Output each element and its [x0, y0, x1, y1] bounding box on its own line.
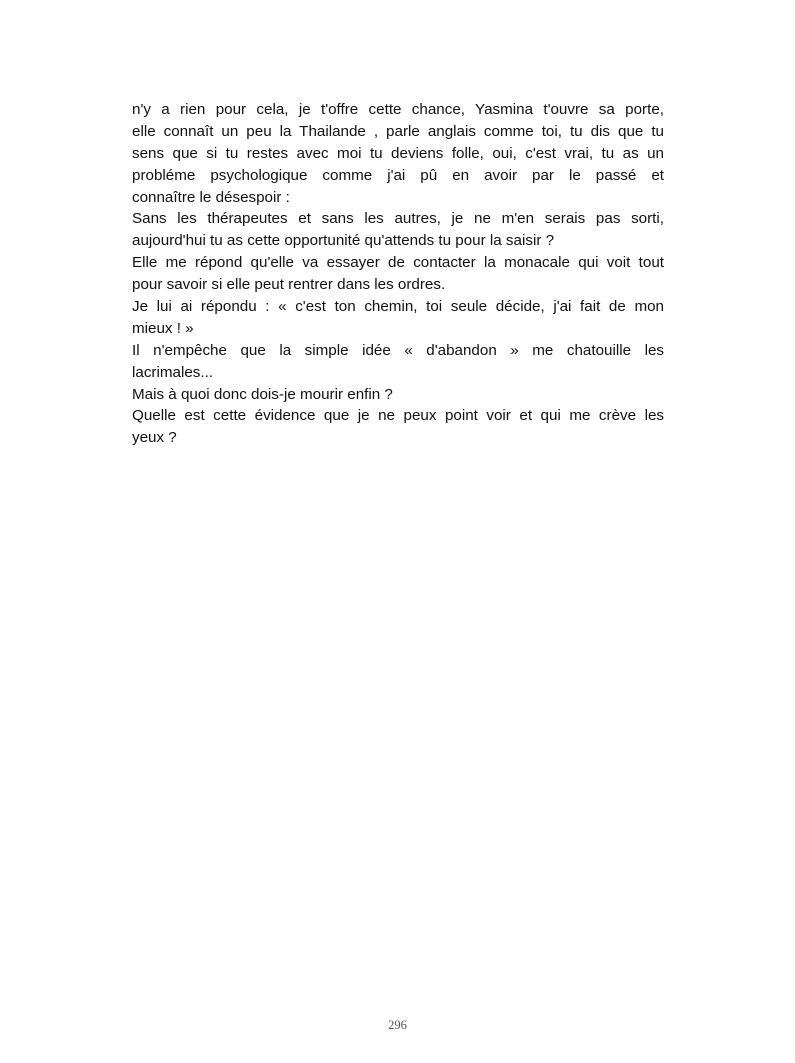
- text-line: Il n'empêche que la simple idée « d'abandon » me chatouille les: [132, 341, 664, 359]
- text-line: Elle me répond qu'elle va essayer de contacter la monacale qui voit tout: [132, 254, 664, 272]
- text-line: sens que si tu restes avec moi tu deviens folle, oui, c'est vrai, tu as un: [132, 144, 664, 162]
- text-line: Je lui ai répondu : « c'est ton chemin, toi seule décide, j'ai fait de mon: [132, 298, 664, 316]
- body-text: [132, 99, 664, 449]
- text-line: aujourd'hui tu as cette opportunité qu'attends tu pour la saisir ?: [132, 232, 555, 250]
- text-line: probléme psychologique comme j'ai pû en avoir par le passé et: [132, 166, 664, 184]
- page-number: 296: [388, 1018, 407, 1032]
- text-line: mieux ! »: [132, 319, 194, 337]
- text-line: elle connaît un peu la Thailande , parle anglais comme toi, tu dis que tu: [132, 122, 664, 140]
- text-line: lacrimales...: [132, 363, 214, 381]
- text-line: yeux ?: [132, 429, 177, 447]
- text-line: Mais à quoi donc dois-je mourir enfin ?: [132, 385, 393, 403]
- text-line: Sans les thérapeutes et sans les autres, je ne m'en serais pas sorti,: [132, 210, 664, 228]
- text-line: connaître le désespoir :: [132, 188, 290, 206]
- text-line: Quelle est cette évidence que je ne peux point voir et qui me crève les: [132, 407, 664, 425]
- text-line: pour savoir si elle peut rentrer dans les ordres.: [132, 276, 446, 294]
- text-line: n'y a rien pour cela, je t'offre cette chance, Yasmina t'ouvre sa porte,: [132, 101, 664, 118]
